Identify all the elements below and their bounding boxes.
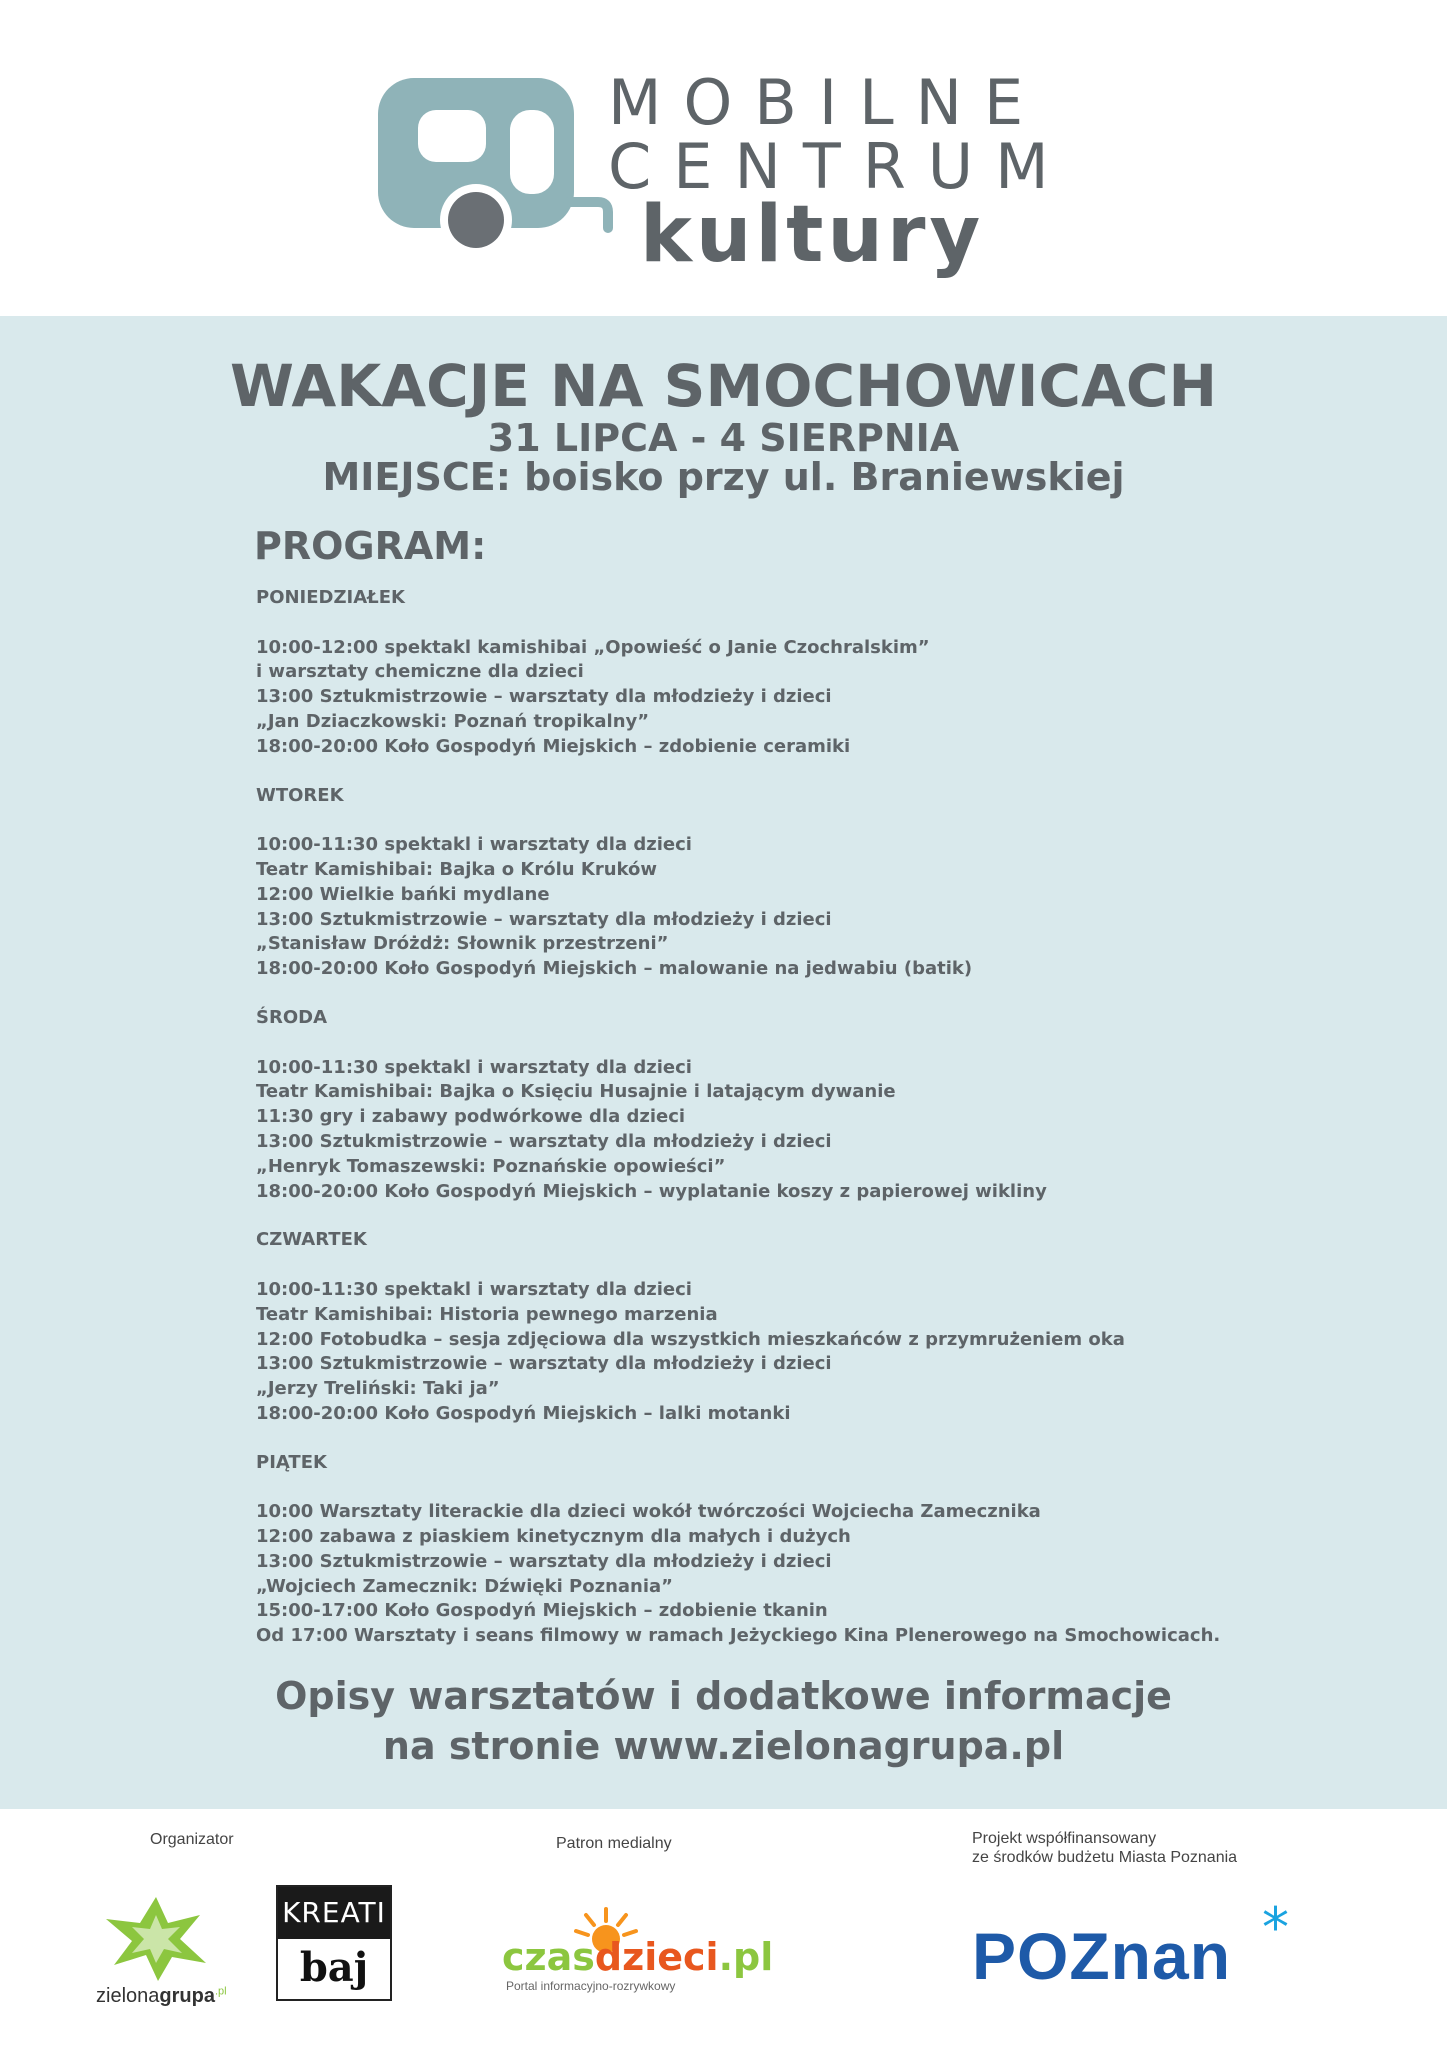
schedule-item: „Stanisław Dróżdż: Słownik przestrzeni” — [256, 933, 669, 955]
info-line-2: na stronie www.zielonagrupa.pl — [382, 1724, 1065, 1768]
day-name: CZWARTEK — [256, 1229, 367, 1251]
schedule-item: 13:00 Sztukmistrzowie – warsztaty dla młodzieży i dzieci — [256, 686, 832, 708]
czasdzieci-logo — [502, 1935, 773, 1979]
schedule-item: 11:30 gry i zabawy podwórkowe dla dzieci — [256, 1106, 686, 1128]
patron-label: Patron medialny — [556, 1835, 672, 1852]
czasdzieci-domain: .pl — [718, 1935, 774, 1979]
schedule-item: 18:00-20:00 Koło Gospodyń Miejskich – wyplatanie koszy z papierowej wikliny — [256, 1180, 1047, 1202]
kreatibaj-logo — [276, 1885, 392, 2001]
schedule-item: 13:00 Sztukmistrzowie – warsztaty dla młodzieży i dzieci — [256, 1353, 832, 1375]
day-name: WTOREK — [256, 784, 344, 806]
poznan-star-icon: * — [1262, 1896, 1289, 1959]
schedule-item: 13:00 Sztukmistrzowie – warsztaty dla młodzieży i dzieci — [256, 1550, 832, 1572]
day-wednesday — [256, 1006, 1356, 1204]
schedule-item: 10:00-12:00 spektakl kamishibai „Opowieść o Janie Czochralskim” — [256, 636, 930, 658]
schedule-item: 10:00 Warsztaty literackie dla dzieci wokół twórczości Wojciecha Zamecznika — [256, 1501, 1041, 1523]
schedule-item: 12:00 zabawa z piaskiem kinetycznym dla małych i dużych — [256, 1526, 851, 1548]
schedule-item: „Jan Dziaczkowski: Poznań tropikalny” — [256, 710, 650, 732]
project-label-line-1: Projekt współfinansowany — [972, 1830, 1157, 1847]
zielona-grupa-word-2: grupa — [159, 1985, 215, 2007]
day-name: PIĄTEK — [256, 1451, 327, 1473]
czasdzieci-word-1: czas — [502, 1935, 595, 1979]
sponsors-strip — [0, 1809, 1447, 2048]
schedule-item: Teatr Kamishibai: Bajka o Królu Kruków — [256, 858, 657, 880]
zielona-grupa-star-icon — [96, 1893, 216, 1983]
schedule-item: 13:00 Sztukmistrzowie – warsztaty dla młodzieży i dzieci — [256, 908, 832, 930]
project-label-line-2: ze środków budżetu Miasta Poznania — [972, 1849, 1238, 1866]
info-line-1: Opisy warsztatów i dodatkowe informacje — [275, 1674, 1172, 1718]
schedule-item: „Henryk Tomaszewski: Poznańskie opowieści” — [256, 1155, 726, 1177]
day-friday — [256, 1451, 1356, 1649]
day-monday — [256, 586, 1356, 760]
schedule-item: 10:00-11:30 spektakl i warsztaty dla dzieci — [256, 1278, 692, 1300]
day-thursday — [256, 1228, 1356, 1426]
info-note — [0, 1671, 1447, 1771]
header — [0, 0, 1447, 316]
schedule-item: 18:00-20:00 Koło Gospodyń Miejskich – zdobienie ceramiki — [256, 735, 851, 757]
event-dates: 31 LIPCA - 4 SIERPNIA — [487, 416, 960, 460]
kreatibaj-top-text: KREATI — [278, 1887, 390, 1939]
event-title: WAKACJE NA SMOCHOWICACH — [230, 352, 1217, 420]
logo-text-centrum: CENTRUM — [608, 130, 1071, 203]
schedule-item: Teatr Kamishibai: Bajka o Księciu Husajnie i latającym dywanie — [256, 1081, 896, 1103]
schedule-item: Teatr Kamishibai: Historia pewnego marzenia — [256, 1303, 718, 1325]
day-tuesday — [256, 784, 1356, 982]
schedule-item: i warsztaty chemiczne dla dzieci — [256, 661, 584, 683]
project-label — [972, 1829, 1237, 1867]
schedule-item: 18:00-20:00 Koło Gospodyń Miejskich – malowanie na jedwabiu (batik) — [256, 958, 973, 980]
schedule-item: 10:00-11:30 spektakl i warsztaty dla dzieci — [256, 1056, 692, 1078]
schedule-item: 12:00 Wielkie bańki mydlane — [256, 883, 550, 905]
zielona-grupa-domain: .pl — [214, 1985, 227, 1998]
event-place: MIEJSCE: boisko przy ul. Braniewskiej — [322, 455, 1125, 499]
schedule-item: 13:00 Sztukmistrzowie – warsztaty dla młodzieży i dzieci — [256, 1130, 832, 1152]
schedule-item: 18:00-20:00 Koło Gospodyń Miejskich – lalki motanki — [256, 1402, 791, 1424]
zielona-grupa-word-1: zielona — [96, 1985, 160, 2007]
program-heading: PROGRAM: — [254, 524, 487, 568]
logo-text-mobilne: MOBILNE — [608, 66, 1046, 139]
organizer-label: Organizator — [150, 1831, 234, 1848]
schedule-item: 12:00 Fotobudka – sesja zdjęciowa dla wszystkich mieszkańców z przymrużeniem oka — [256, 1328, 1125, 1350]
program-panel — [0, 316, 1447, 1809]
schedule-item: Od 17:00 Warsztaty i seans filmowy w ramach Jeżyckiego Kina Plenerowego na Smochowicach. — [256, 1625, 1221, 1647]
poznan-logo: POZnan — [972, 1919, 1232, 1993]
schedule-item: 10:00-11:30 spektakl i warsztaty dla dzieci — [256, 834, 692, 856]
day-name: ŚRODA — [256, 1006, 327, 1028]
caravan-logo-icon — [372, 70, 632, 270]
schedule-item: 15:00-17:00 Koło Gospodyń Miejskich – zdobienie tkanin — [256, 1600, 828, 1622]
schedule-item: „Wojciech Zamecznik: Dźwięki Poznania” — [256, 1575, 674, 1597]
logo-text-kultury: kultury — [640, 190, 985, 280]
schedule-item: „Jerzy Treliński: Taki ja” — [256, 1378, 500, 1400]
schedule — [256, 586, 1356, 1673]
czasdzieci-word-2: dzieci — [594, 1935, 719, 1979]
zielona-grupa-logo — [96, 1985, 227, 2008]
kreatibaj-bottom-text: baj — [299, 1944, 369, 1991]
czasdzieci-tagline: Portal informacyjno-rozrywkowy — [506, 1979, 676, 1993]
day-name: PONIEDZIAŁEK — [256, 587, 405, 608]
